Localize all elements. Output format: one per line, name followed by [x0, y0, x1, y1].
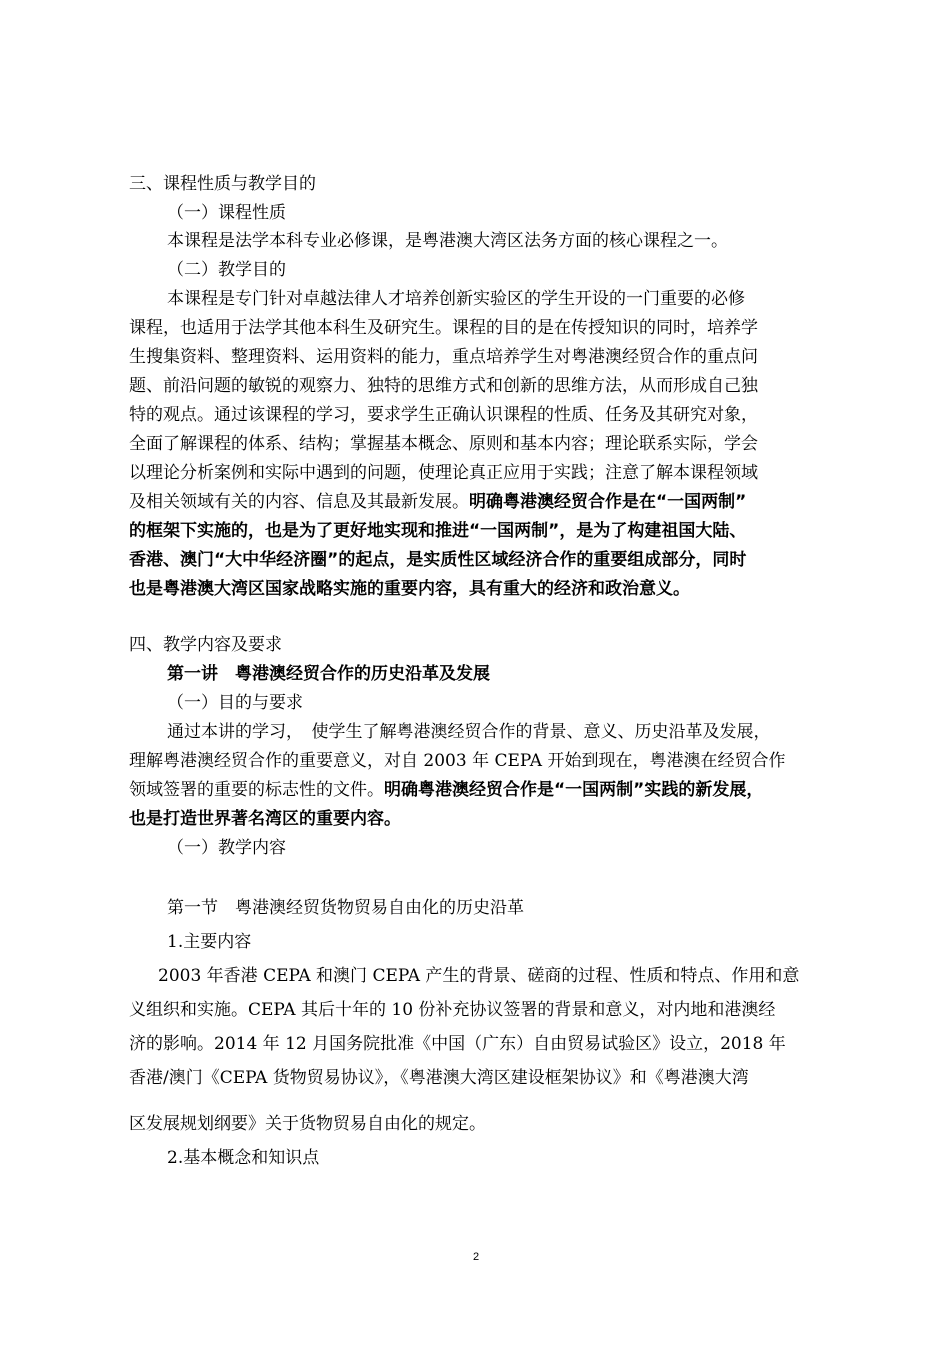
bold-emphasis-line: 香港、澳门“大中华经济圈”的起点，是实质性区域经济合作的重要组成部分，同时 — [129, 550, 747, 570]
subheading-purpose: （一）目的与要求 — [167, 693, 303, 713]
paragraph-line: 通过本讲的学习， 使学生了解粤港澳经贸合作的背景、意义、历史沿革及发展， — [167, 722, 771, 742]
bold-emphasis: 明确粤港澳经贸合作是在“一国两制” — [469, 492, 747, 512]
bold-emphasis: 明确粤港澳经贸合作是“一国两制”实践的新发展， — [384, 780, 764, 800]
paragraph-line: 以理论分析案例和实际中遇到的问题，使理论真正应用于实践；注意了解本课程领域 — [129, 463, 758, 483]
paragraph-line: 2003 年香港 CEPA 和澳门 CEPA 产生的背景、磋商的过程、性质和特点、作用和意 — [158, 966, 800, 986]
section-heading-4: 四、教学内容及要求 — [129, 635, 282, 655]
bold-emphasis-line: 的框架下实施的，也是为了更好地实现和推进“一国两制”，是为了构建祖国大陆、 — [129, 521, 747, 541]
normal-text: 及相关领域有关的内容、信息及其最新发展。 — [129, 492, 469, 512]
section-title: 第一节 粤港澳经贸货物贸易自由化的历史沿革 — [167, 898, 524, 918]
paragraph-line: 生搜集资料、整理资料、运用资料的能力，重点培养学生对粤港澳经贸合作的重点问 — [129, 347, 758, 367]
paragraph-line: 全面了解课程的体系、结构；掌握基本概念、原则和基本内容；理论联系实际，学会 — [129, 434, 758, 454]
subheading-course-nature: （一）课程性质 — [167, 203, 286, 223]
paragraph-line-mixed — [129, 776, 763, 804]
lecture-title: 第一讲 粤港澳经贸合作的历史沿革及发展 — [167, 664, 490, 684]
paragraph-line: 义组织和实施。CEPA 其后十年的 10 份补充协议签署的背景和意义，对内地和港澳经 — [129, 1000, 776, 1020]
paragraph-line: 香港/澳门《CEPA 货物贸易协议》，《粤港澳大湾区建设框架协议》和《粤港澳大湾 — [129, 1068, 749, 1088]
paragraph-line: 课程，也适用于法学其他本科生及研究生。课程的目的是在传授知识的同时，培养学 — [129, 318, 758, 338]
page-number: 2 — [472, 1251, 480, 1263]
course-nature-paragraph: 本课程是法学本科专业必修课，是粤港澳大湾区法务方面的核心课程之一。 — [167, 231, 728, 251]
bold-emphasis-line: 也是粤港澳大湾区国家战略实施的重要内容，具有重大的经济和政治意义。 — [129, 579, 690, 599]
item-main-content: 1.主要内容 — [167, 932, 252, 952]
subheading-teaching-goal: （二）教学目的 — [167, 260, 286, 280]
paragraph-line: 济的影响。2014 年 12 月国务院批准《中国（广东）自由贸易试验区》设立，2018 年 — [129, 1034, 786, 1054]
item-basic-concepts: 2.基本概念和知识点 — [167, 1148, 320, 1168]
subheading-teaching-content: （一）教学内容 — [167, 838, 286, 858]
paragraph-line: 题、前沿问题的敏锐的观察力、独特的思维方式和创新的思维方法，从而形成自己独 — [129, 376, 758, 396]
paragraph-line: 特的观点。通过该课程的学习，要求学生正确认识课程的性质、任务及其研究对象， — [129, 405, 758, 425]
paragraph-line: 理解粤港澳经贸合作的重要意义，对自 2003 年 CEPA 开始到现在，粤港澳在经贸合作 — [129, 751, 786, 771]
paragraph-line: 区发展规划纲要》关于货物贸易自由化的规定。 — [129, 1114, 486, 1134]
section-heading-3: 三、课程性质与教学目的 — [129, 174, 316, 194]
normal-text: 领域签署的重要的标志性的文件。 — [129, 780, 384, 800]
bold-emphasis-line: 也是打造世界著名湾区的重要内容。 — [129, 809, 401, 829]
paragraph-line-mixed — [129, 488, 746, 516]
paragraph-line: 本课程是专门针对卓越法律人才培养创新实验区的学生开设的一门重要的必修 — [167, 289, 745, 309]
